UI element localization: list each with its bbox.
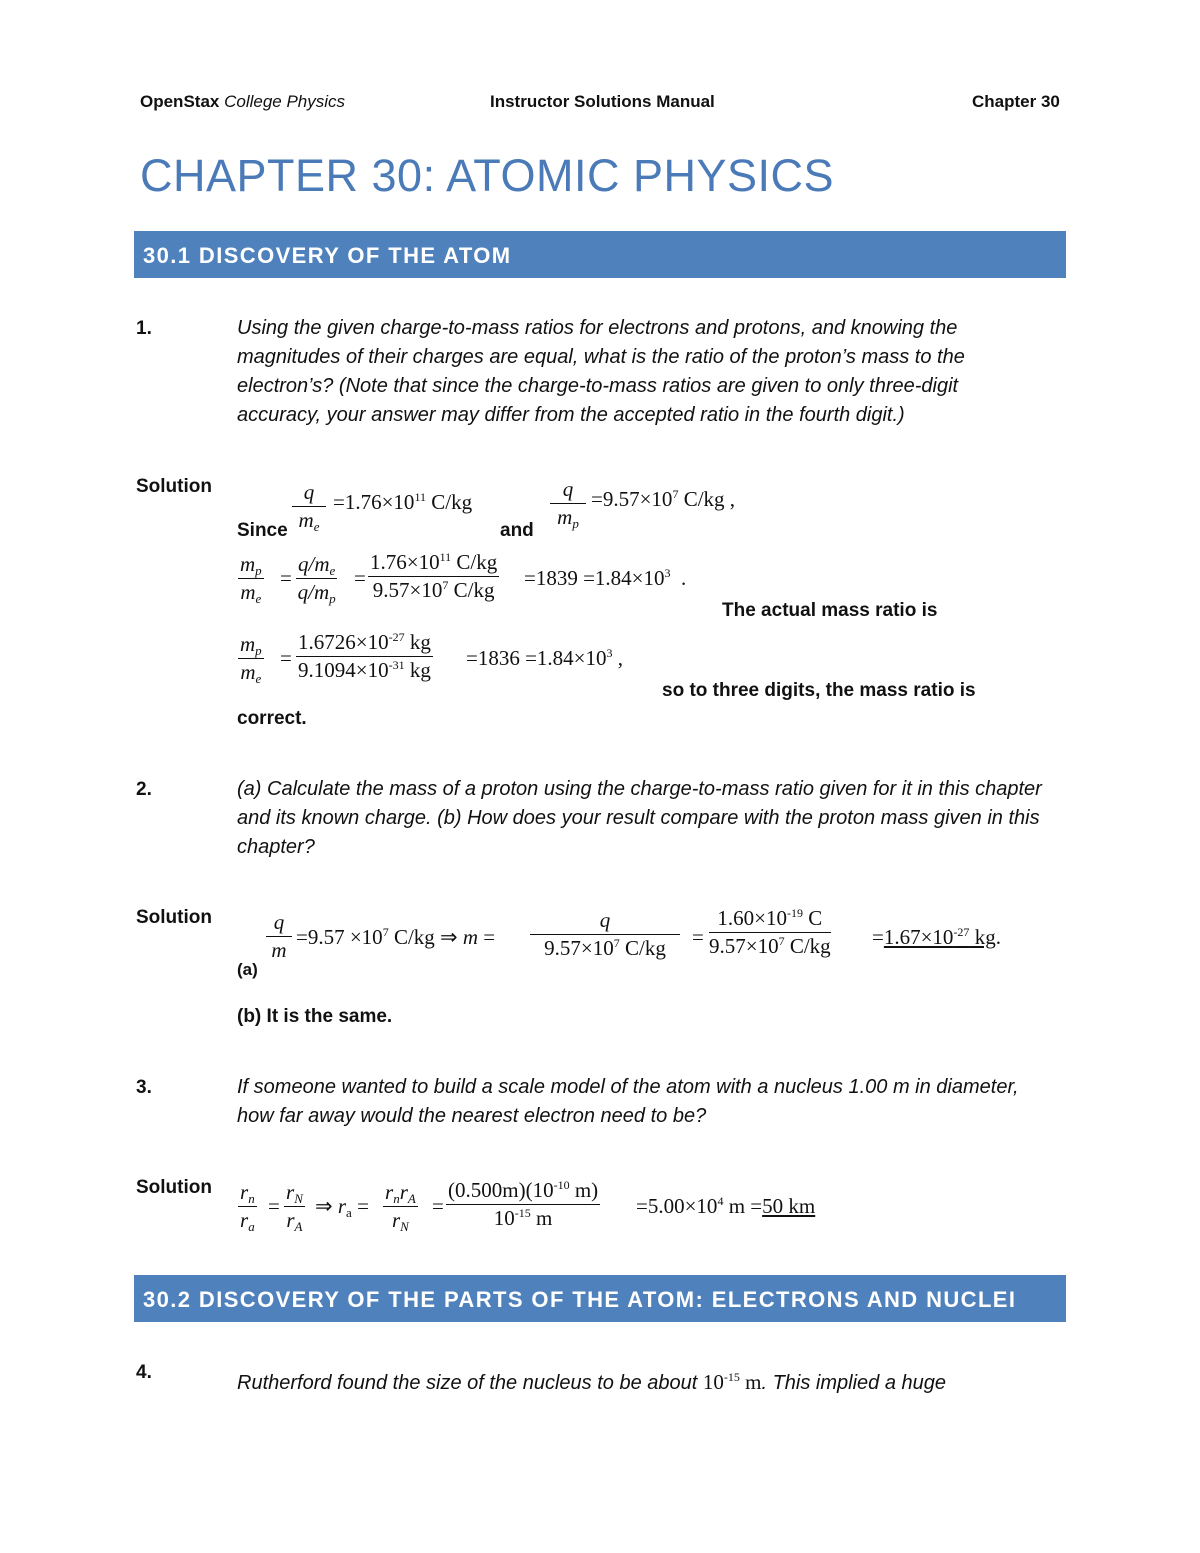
section-title: 30.2 DISCOVERY OF THE PARTS OF THE ATOM: ELECTRONS AND NUCLEI xyxy=(143,1287,1017,1312)
solution-label: Solution xyxy=(136,907,212,928)
question-end: . This implied a huge xyxy=(761,1372,947,1394)
header-left xyxy=(140,92,345,112)
chapter-title: CHAPTER 30: ATOMIC PHYSICS xyxy=(140,150,834,201)
header-book-title: College Physics xyxy=(224,92,346,111)
problem-question: (a) Calculate the mass of a proton using the charge-to-mass ratio given for it in this chapter and its known charge. (b) How does your result compare with the proton mass given in this chapter? xyxy=(237,778,1042,858)
actual-ratio-text: The actual mass ratio is xyxy=(722,600,938,621)
and-label: and xyxy=(500,520,534,541)
question-start: Rutherford found the size of the nucleus to be about xyxy=(237,1372,698,1394)
problem-question xyxy=(237,1368,1047,1398)
section-title: 30.1 DISCOVERY OF THE ATOM xyxy=(143,243,512,268)
header-center: Instructor Solutions Manual xyxy=(490,92,715,111)
section-heading-30-1 xyxy=(134,231,1066,278)
correct-text: correct. xyxy=(237,708,307,729)
part-a-label: (a) xyxy=(237,960,258,979)
problem-question: If someone wanted to build a scale model of the atom with a nucleus 1.00 m in diameter, how far away would the nearest electron need to be? xyxy=(237,1076,1019,1127)
problem-number: 4. xyxy=(136,1362,152,1383)
solution-label: Solution xyxy=(136,476,212,497)
problem-number: 2. xyxy=(136,779,152,800)
solution-label: Solution xyxy=(136,1177,212,1198)
problem-question: Using the given charge-to-mass ratios for electrons and protons, and knowing the magnitudes of their charges are equal, what is the ratio of the proton’s mass to the electron’s? (Note that since the charge-to-mass ratios are given to only three-digit accuracy, your answer may differ from the accepted ratio in the fourth digit.) xyxy=(237,317,965,426)
part-b-answer: (b) It is the same. xyxy=(237,1006,393,1027)
equation-nucleus-size: $10^{-15}$ m xyxy=(702,1370,762,1394)
header-brand: OpenStax xyxy=(140,92,220,111)
header-right: Chapter 30 xyxy=(972,92,1060,111)
section-heading-30-2 xyxy=(134,1275,1066,1322)
since-label: Since xyxy=(237,520,288,541)
three-digits-text: so to three digits, the mass ratio is xyxy=(662,680,976,701)
problem-number: 3. xyxy=(136,1077,152,1098)
problem-number: 1. xyxy=(136,318,152,339)
